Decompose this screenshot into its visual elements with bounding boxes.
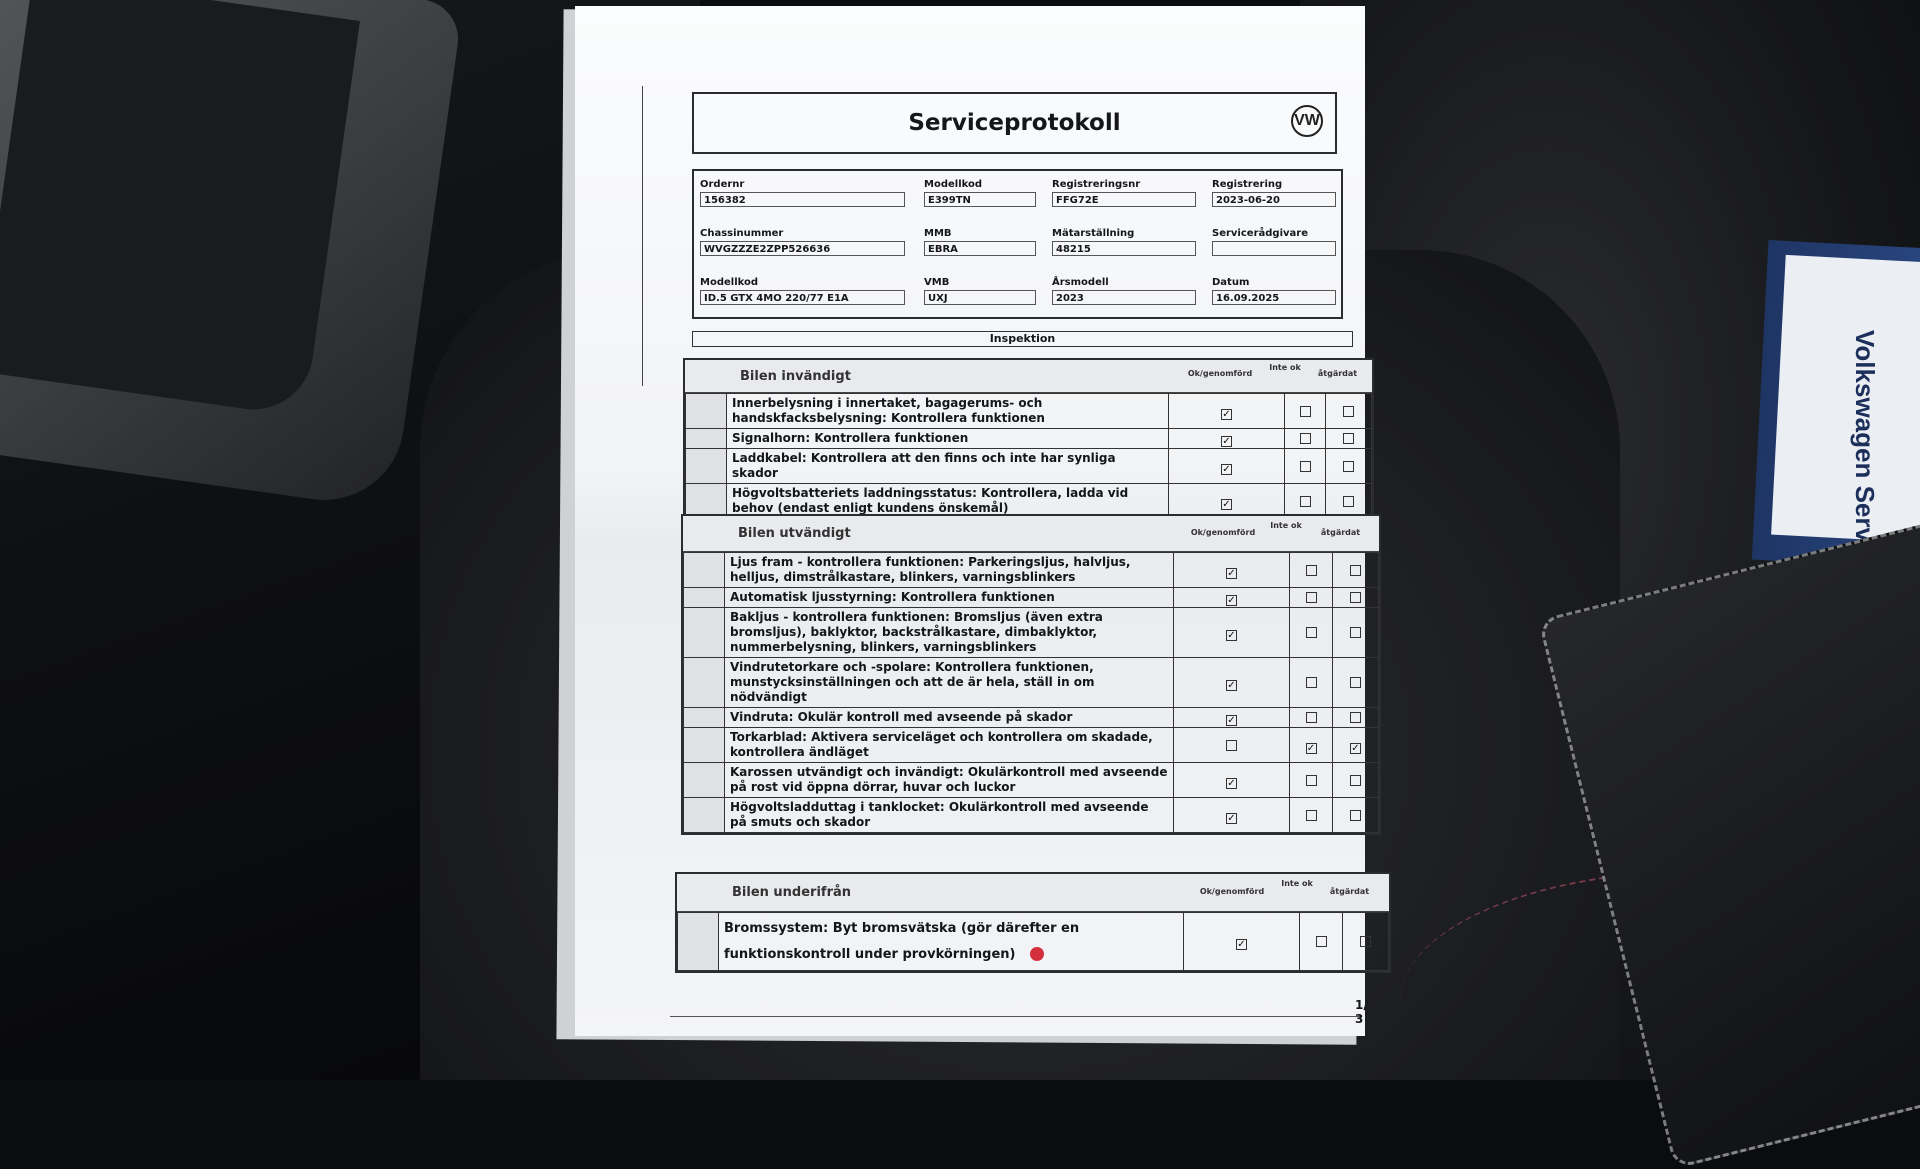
checkbox-cell-done	[1326, 449, 1372, 484]
empty-checkbox[interactable]	[1343, 406, 1354, 417]
binder-marks	[642, 86, 653, 386]
empty-checkbox[interactable]	[1350, 712, 1361, 723]
vehicle-info-box	[692, 169, 1343, 319]
checklist-item-text: Vindruta: Okulär kontroll med avseende på skador	[725, 708, 1174, 728]
checkbox-cell-not-ok	[1290, 728, 1333, 763]
field-chassinummer: Chassinummer WVGZZZE2ZPP526636	[700, 228, 905, 256]
checklist-item-text: Högvoltsbatteriets laddningsstatus: Kontrollera, ladda vid behov (endast enligt kundens önskemål)	[727, 484, 1169, 519]
row-margin	[684, 658, 725, 708]
checkbox-cell-not-ok	[1290, 708, 1333, 728]
checkbox-cell-ok	[1169, 449, 1285, 484]
checkbox-cell-done	[1333, 763, 1379, 798]
checklist-row	[686, 449, 1372, 484]
section-header: Bilen underifrån Ok/genomförd Inte ok åtgärdat	[677, 874, 1389, 912]
row-margin	[684, 608, 725, 658]
checkbox-cell-ok	[1169, 429, 1285, 449]
checked-checkbox[interactable]: ✓	[1222, 463, 1231, 475]
checkbox-cell-done	[1333, 728, 1379, 763]
empty-checkbox[interactable]	[1306, 810, 1317, 821]
checked-checkbox[interactable]: ✓	[1227, 812, 1236, 824]
document-title: Serviceprotokoll	[908, 110, 1121, 136]
checklist-item-text: Laddkabel: Kontrollera att den finns och inte har synliga skador	[727, 449, 1169, 484]
checklist-row	[684, 588, 1379, 608]
checkbox-cell-done	[1333, 708, 1379, 728]
checkbox-cell-not-ok	[1290, 798, 1333, 833]
empty-checkbox[interactable]	[1306, 565, 1317, 576]
checked-checkbox[interactable]: ✓	[1227, 715, 1236, 726]
checkbox-cell-not-ok	[1290, 553, 1333, 588]
empty-checkbox[interactable]	[1306, 592, 1317, 603]
footer-line	[670, 1016, 1360, 1017]
checklist-item-text: Automatisk ljusstyrning: Kontrollera funktionen	[725, 588, 1174, 608]
empty-checkbox[interactable]	[1350, 565, 1361, 576]
checklist-item-text: Bakljus - kontrollera funktionen: Bromsljus (även extra bromsljus), baklyktor, backstrålkastare, dimbaklyktor, nummerbelysning, blinkers, varningsblinkers	[725, 608, 1174, 658]
empty-checkbox[interactable]	[1343, 461, 1354, 472]
checkbox-cell-done	[1333, 553, 1379, 588]
row-margin	[684, 728, 725, 763]
checked-checkbox[interactable]: ✓	[1227, 567, 1236, 579]
checkbox-cell-ok	[1184, 913, 1300, 971]
field-ordernr: Ordernr 156382	[700, 179, 905, 207]
checklist-item-text: Vindrutetorkare och -spolare: Kontrollera funktionen, munstycksinställningen och att de är hela, ställ in om nödvändigt	[725, 658, 1174, 708]
row-margin	[684, 763, 725, 798]
checklist-row	[684, 798, 1379, 833]
checklist-item-text: Signalhorn: Kontrollera funktionen	[727, 429, 1169, 449]
empty-checkbox[interactable]	[1316, 936, 1327, 947]
checklist-item-text: Innerbelysning i innertaket, bagagerums- och handskfacksbelysning: Kontrollera funktionen	[727, 394, 1169, 429]
empty-checkbox[interactable]	[1350, 627, 1361, 638]
section-interior	[683, 358, 1374, 521]
checklist-row	[678, 913, 1389, 971]
section-underside	[675, 872, 1391, 973]
checkbox-cell-not-ok	[1290, 608, 1333, 658]
checklist-item-text: Bromssystem: Byt bromsvätska (gör därefter en funktionskontroll under provkörningen)	[719, 913, 1184, 971]
checkbox-cell-done	[1333, 608, 1379, 658]
checkbox-cell-not-ok	[1285, 429, 1326, 449]
checkbox-cell-ok	[1169, 394, 1285, 429]
row-margin	[686, 394, 727, 429]
checklist-table	[683, 552, 1379, 833]
checklist-row	[684, 708, 1379, 728]
empty-checkbox[interactable]	[1300, 406, 1311, 417]
service-booklet	[1752, 240, 1920, 570]
section-header: Bilen utvändigt Ok/genomförd Inte ok åtgärdat	[683, 516, 1379, 552]
empty-checkbox[interactable]	[1350, 592, 1361, 603]
page-number: 1/ 3	[1355, 998, 1368, 1026]
checklist-table	[677, 912, 1389, 971]
row-margin	[686, 429, 727, 449]
checkbox-cell-not-ok	[1285, 394, 1326, 429]
checked-checkbox[interactable]: ✓	[1227, 630, 1236, 641]
empty-checkbox[interactable]	[1226, 740, 1237, 751]
empty-checkbox[interactable]	[1306, 712, 1317, 723]
checkbox-cell-ok	[1174, 708, 1290, 728]
empty-checkbox[interactable]	[1306, 627, 1317, 638]
row-margin	[686, 449, 727, 484]
checkbox-cell-ok	[1174, 798, 1290, 833]
checkbox-cell-done	[1333, 658, 1379, 708]
checklist-item-text: Torkarblad: Aktivera serviceläget och kontrollera om skadade, kontrollera ändläget	[725, 728, 1174, 763]
section-header: Bilen invändigt Ok/genomförd Inte ok åtgärdat	[685, 360, 1372, 393]
checked-checkbox[interactable]: ✓	[1227, 595, 1236, 606]
checkbox-cell-ok	[1174, 553, 1290, 588]
row-margin	[684, 588, 725, 608]
checklist-table	[685, 393, 1372, 519]
checklist-row	[686, 394, 1372, 429]
empty-checkbox[interactable]	[1300, 496, 1311, 507]
row-margin	[678, 913, 719, 971]
empty-checkbox[interactable]	[1343, 433, 1354, 444]
checked-checkbox[interactable]: ✓	[1222, 408, 1231, 420]
checklist-row	[684, 728, 1379, 763]
checklist-item-text: Ljus fram - kontrollera funktionen: Parkeringsljus, halvljus, helljus, dimstrålkastare, blinkers, varningsblinkers	[725, 553, 1174, 588]
checklist-row	[684, 608, 1379, 658]
checkbox-cell-done	[1333, 588, 1379, 608]
checkbox-cell-not-ok	[1290, 588, 1333, 608]
checkbox-cell-ok	[1174, 728, 1290, 763]
empty-checkbox[interactable]	[1350, 810, 1361, 821]
checklist-item-text: Högvoltsladduttag i tanklocket: Okulärkontroll med avseende på smuts och skador	[725, 798, 1174, 833]
checkbox-cell-ok	[1174, 658, 1290, 708]
checklist-row	[686, 429, 1372, 449]
title-box	[692, 92, 1337, 154]
checklist-row	[684, 658, 1379, 708]
checkbox-cell-done	[1343, 913, 1389, 971]
row-margin	[684, 708, 725, 728]
field-serviceradgivare: Servicerådgivare	[1212, 228, 1336, 256]
checkbox-cell-ok	[1174, 608, 1290, 658]
field-modellkod-top: Modellkod E399TN	[924, 179, 1036, 207]
empty-checkbox[interactable]	[1343, 496, 1354, 507]
field-registreringsnr: Registreringsnr FFG72E	[1052, 179, 1196, 207]
empty-checkbox[interactable]	[1350, 677, 1361, 688]
checklist-row	[684, 763, 1379, 798]
row-margin	[684, 553, 725, 588]
field-mmb: MMB EBRA	[924, 228, 1036, 256]
field-datum: Datum 16.09.2025	[1212, 277, 1336, 305]
checked-checkbox[interactable]: ✓	[1306, 742, 1316, 754]
field-arsmodell: Årsmodell 2023	[1052, 277, 1196, 305]
checked-checkbox[interactable]: ✓	[1351, 742, 1360, 754]
section-exterior	[681, 514, 1381, 835]
empty-checkbox[interactable]	[1306, 677, 1317, 688]
checked-checkbox[interactable]: ✓	[1222, 436, 1231, 447]
empty-checkbox[interactable]	[1300, 433, 1311, 444]
checkbox-cell-not-ok	[1290, 763, 1333, 798]
vw-logo-icon: VW	[1291, 105, 1323, 137]
checkbox-cell-done	[1333, 798, 1379, 833]
checkbox-cell-done	[1326, 429, 1372, 449]
field-vmb: VMB UXJ	[924, 277, 1036, 305]
checkbox-cell-not-ok	[1300, 913, 1343, 971]
checked-checkbox[interactable]: ✓	[1222, 498, 1231, 510]
inspection-label: Inspektion	[692, 331, 1353, 347]
checked-checkbox[interactable]: ✓	[1227, 680, 1236, 691]
checkbox-cell-ok	[1174, 588, 1290, 608]
checkbox-cell-not-ok	[1290, 658, 1333, 708]
empty-checkbox[interactable]	[1360, 936, 1371, 947]
red-marker-dot	[1030, 947, 1044, 961]
checkbox-cell-not-ok	[1285, 449, 1326, 484]
empty-checkbox[interactable]	[1300, 461, 1311, 472]
checklist-row	[684, 553, 1379, 588]
service-protocol-sheet	[575, 6, 1370, 1036]
background-door-trim	[0, 0, 463, 510]
row-margin	[684, 798, 725, 833]
checked-checkbox[interactable]: ✓	[1227, 777, 1236, 789]
checkbox-cell-ok	[1174, 763, 1290, 798]
checkbox-cell-done	[1326, 394, 1372, 429]
field-modellkod: Modellkod ID.5 GTX 4MO 220/77 E1A	[700, 277, 905, 305]
field-registrering: Registrering 2023-06-20	[1212, 179, 1336, 207]
checked-checkbox[interactable]: ✓	[1237, 939, 1246, 950]
booklet-title: Volkswagen Serv	[1850, 330, 1880, 542]
empty-checkbox[interactable]	[1350, 775, 1361, 786]
checklist-item-text: Karossen utvändigt och invändigt: Okulärkontroll med avseende på rost vid öppna dörrar, huvar och luckor	[725, 763, 1174, 798]
field-matarstallning: Mätarställning 48215	[1052, 228, 1196, 256]
empty-checkbox[interactable]	[1306, 775, 1317, 786]
